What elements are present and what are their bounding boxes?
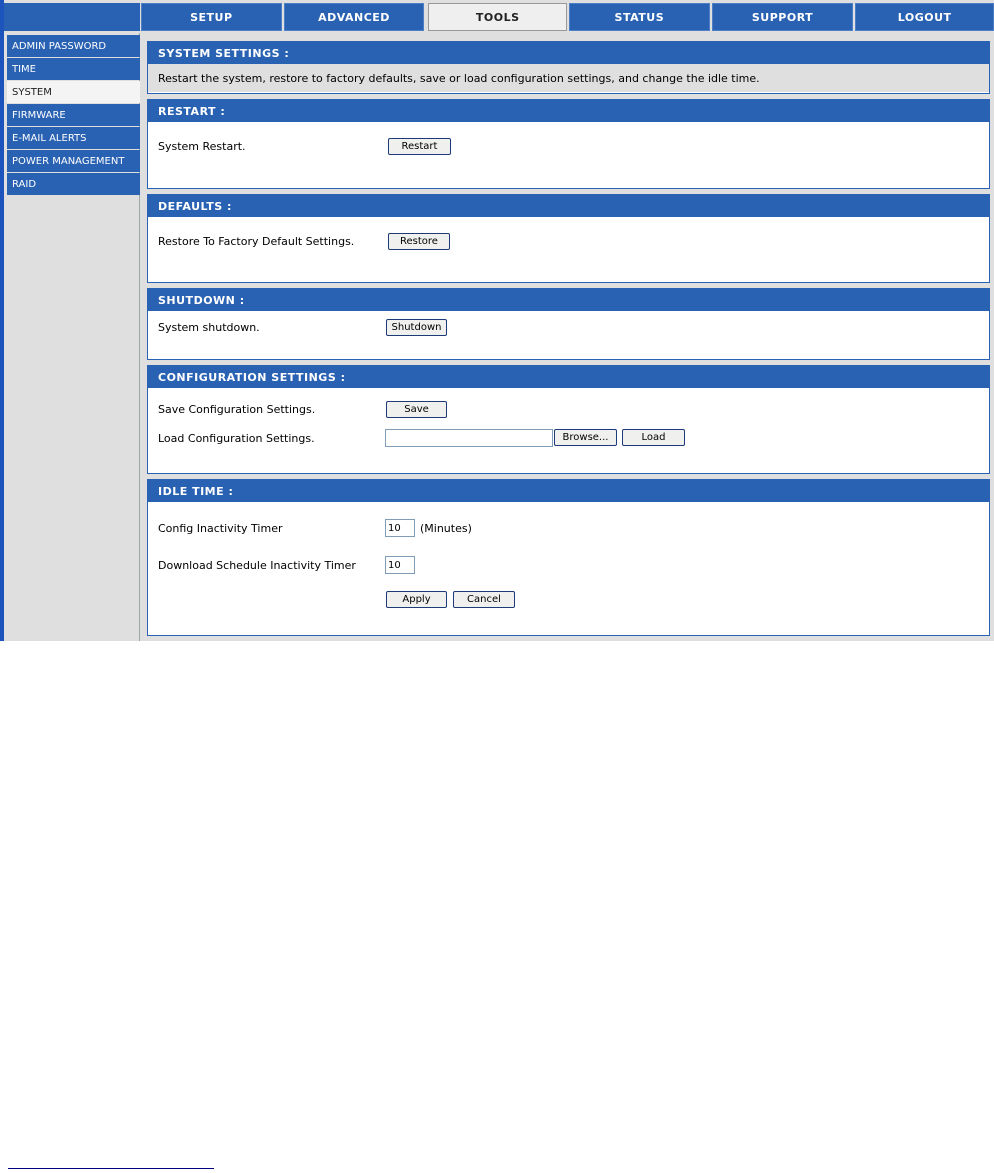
defaults-panel (147, 194, 990, 283)
config-file-input[interactable] (385, 429, 553, 447)
sidebar-item-email-alerts[interactable]: E-MAIL ALERTS (7, 127, 140, 149)
main-content (147, 41, 990, 641)
save-button[interactable]: Save (386, 401, 447, 418)
configuration-settings-title: CONFIGURATION SETTINGS : (148, 366, 989, 388)
restart-title: RESTART : (148, 100, 989, 122)
shutdown-panel (147, 288, 990, 360)
tab-advanced[interactable]: ADVANCED (284, 3, 425, 31)
sidebar (4, 33, 140, 641)
download-inactivity-input[interactable] (385, 556, 415, 574)
tab-logout[interactable]: LOGOUT (855, 3, 994, 31)
config-inactivity-input[interactable] (385, 519, 415, 537)
load-button[interactable]: Load (622, 429, 685, 446)
idle-time-panel (147, 479, 990, 636)
system-settings-description: Restart the system, restore to factory defaults, save or load configuration settings, and change the idle time. (148, 64, 989, 92)
tab-support[interactable]: SUPPORT (712, 3, 854, 31)
top-navigation (141, 3, 994, 31)
system-settings-panel (147, 41, 990, 94)
config-inactivity-label: Config Inactivity Timer (158, 522, 283, 535)
shutdown-title: SHUTDOWN : (148, 289, 989, 311)
tab-setup[interactable]: SETUP (141, 3, 282, 31)
defaults-title: DEFAULTS : (148, 195, 989, 217)
sidebar-item-power-management[interactable]: POWER MANAGEMENT (7, 150, 140, 172)
restart-label: System Restart. (158, 140, 246, 153)
system-settings-title: SYSTEM SETTINGS : (148, 42, 989, 64)
sidebar-item-system[interactable]: SYSTEM (7, 81, 140, 103)
cancel-button[interactable]: Cancel (453, 591, 515, 608)
shutdown-label: System shutdown. (158, 321, 260, 334)
restart-button[interactable]: Restart (388, 138, 451, 155)
configuration-settings-panel (147, 365, 990, 474)
tab-tools[interactable]: TOOLS (428, 3, 567, 31)
shutdown-button[interactable]: Shutdown (386, 319, 447, 336)
sidebar-item-raid[interactable]: RAID (7, 173, 140, 195)
save-configuration-label: Save Configuration Settings. (158, 403, 316, 416)
config-inactivity-unit: (Minutes) (420, 522, 472, 535)
tab-status[interactable]: STATUS (569, 3, 710, 31)
idle-time-title: IDLE TIME : (148, 480, 989, 502)
load-configuration-label: Load Configuration Settings. (158, 432, 315, 445)
defaults-label: Restore To Factory Default Settings. (158, 235, 355, 248)
restart-panel (147, 99, 990, 189)
footnote-separator (8, 1168, 214, 1169)
restore-button[interactable]: Restore (388, 233, 450, 250)
sidebar-item-firmware[interactable]: FIRMWARE (7, 104, 140, 126)
download-inactivity-label: Download Schedule Inactivity Timer (158, 559, 356, 572)
apply-button[interactable]: Apply (386, 591, 447, 608)
nav-corner-cell (4, 3, 140, 31)
browse-button[interactable]: Browse... (554, 429, 617, 446)
sidebar-item-admin-password[interactable]: ADMIN PASSWORD (7, 35, 140, 57)
sidebar-item-time[interactable]: TIME (7, 58, 140, 80)
